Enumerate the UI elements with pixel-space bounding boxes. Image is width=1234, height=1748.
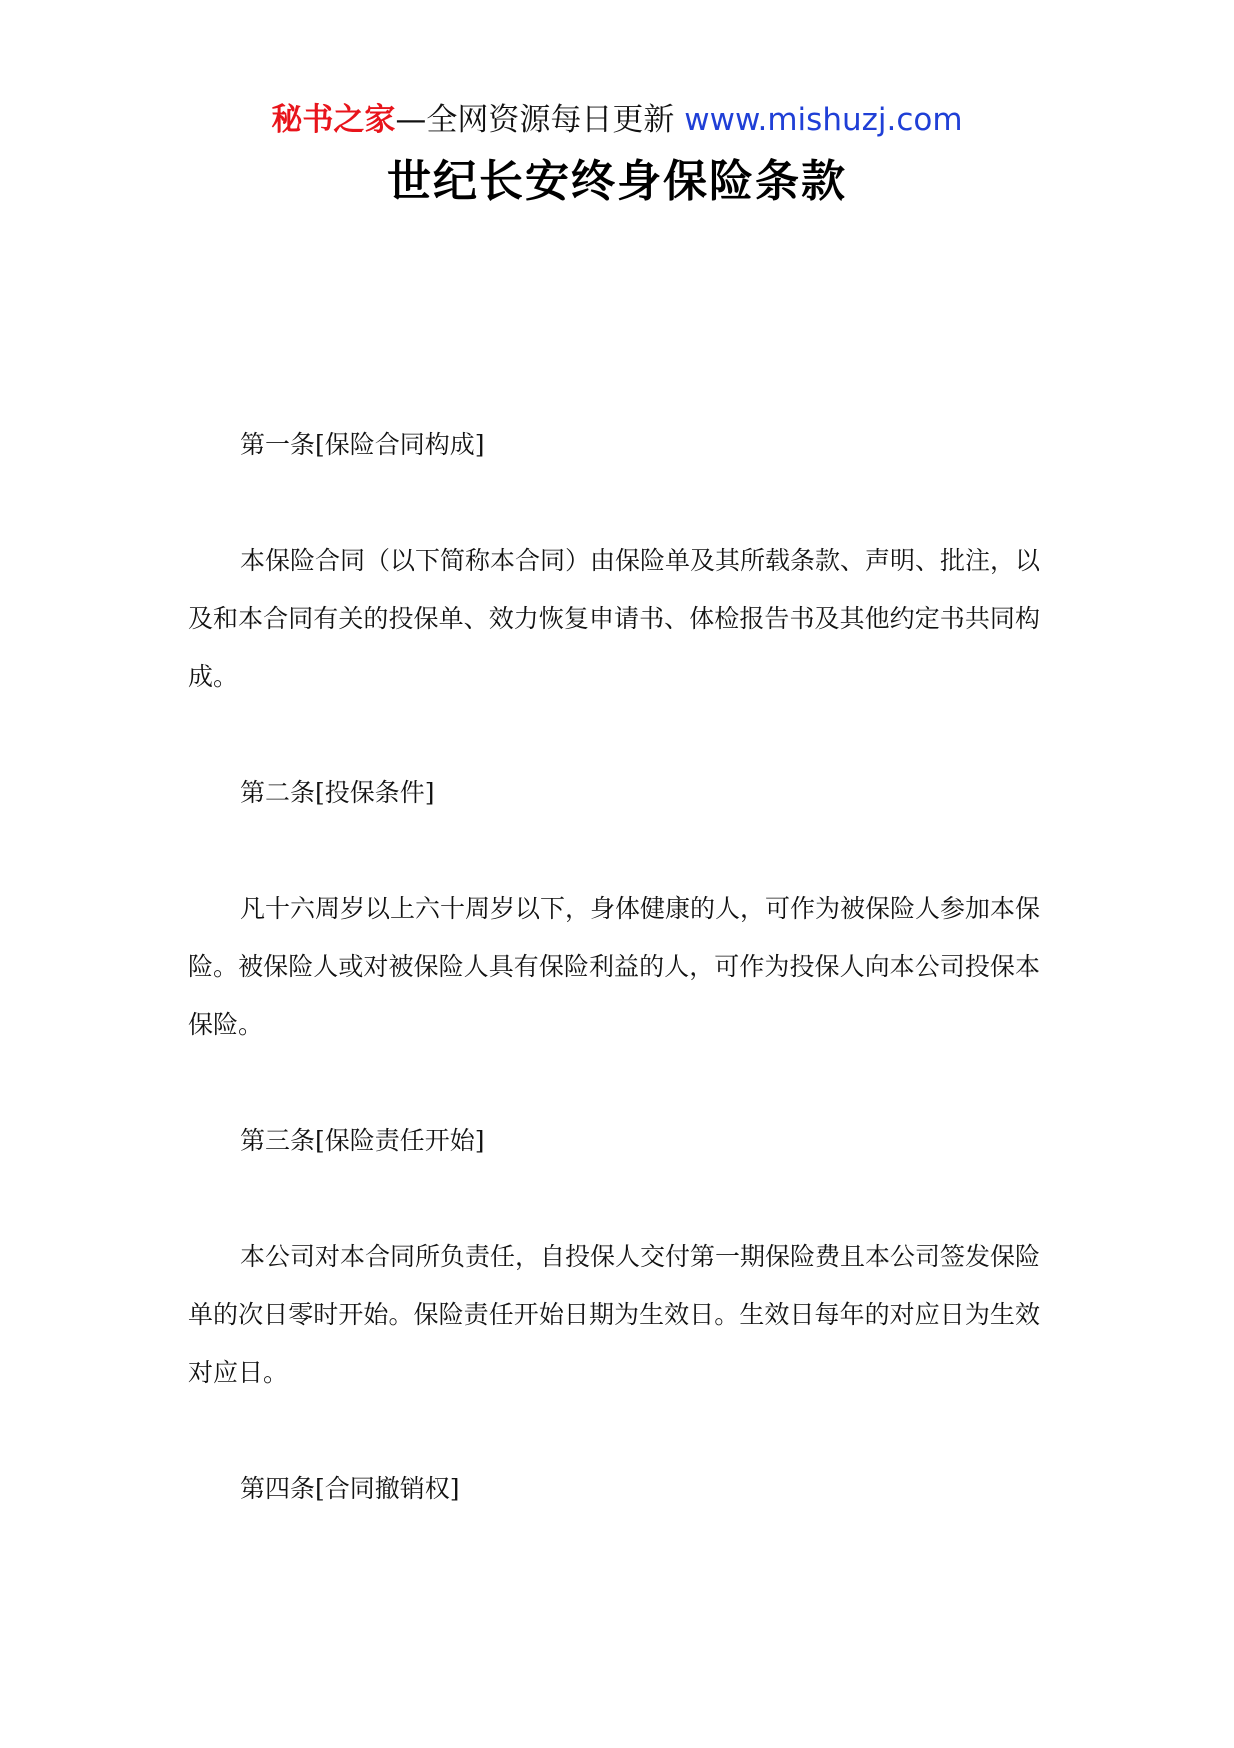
article-2-heading: 第二条[投保条件]: [240, 778, 435, 807]
article-4-heading: 第四条[合同撤销权]: [240, 1474, 460, 1503]
document-title: 世纪长安终身保险条款: [387, 156, 847, 207]
document-body: [188, 416, 1040, 1576]
site-brand: 秘书之家: [271, 102, 396, 138]
article-2-body: 凡十六周岁以上六十周岁以下，身体健康的人，可作为被保险人参加本保险。被保险人或对被保险人具有保险利益的人，可作为投保人向本公司投保本保险。: [188, 894, 1041, 1039]
article-1-heading: 第一条[保险合同构成]: [240, 430, 485, 459]
article-1-body: 本保险合同（以下简称本合同）由保险单及其所载条款、声明、批注，以及和本合同有关的投保单、效力恢复申请书、体检报告书及其他约定书共同构成。: [188, 546, 1041, 691]
site-banner: [0, 100, 1234, 140]
article-3-body: 本公司对本合同所负责任，自投保人交付第一期保险费且本公司签发保险单的次日零时开始。保险责任开始日期为生效日。生效日每年的对应日为生效对应日。: [188, 1242, 1041, 1387]
site-url-link[interactable]: www.mishuzj.com: [684, 102, 963, 138]
article-3-heading: 第三条[保险责任开始]: [240, 1126, 485, 1155]
site-tagline: —全网资源每日更新: [395, 102, 685, 138]
